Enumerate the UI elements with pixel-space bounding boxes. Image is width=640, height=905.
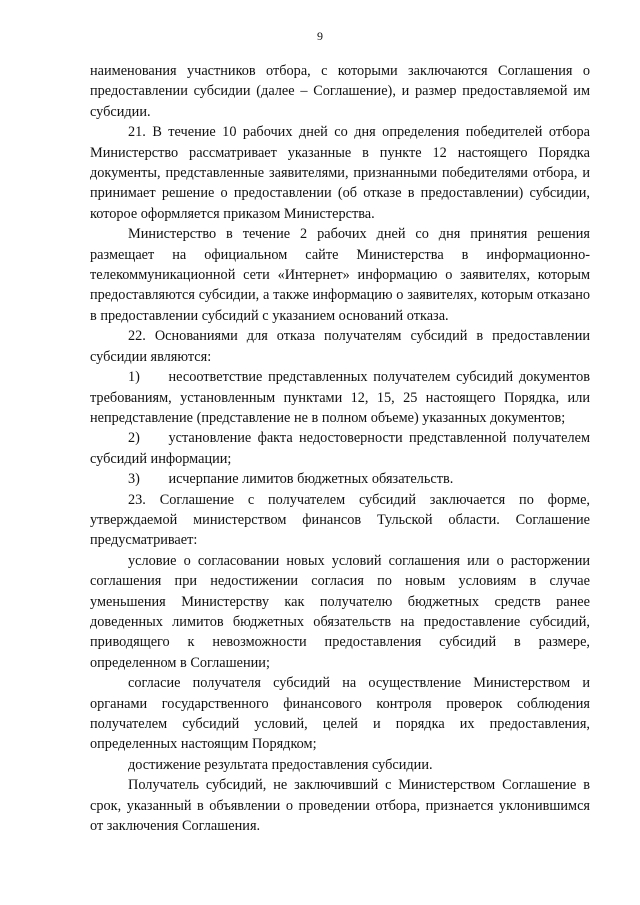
list-item-3: 3) исчерпание лимитов бюджетных обязательств. bbox=[128, 471, 454, 488]
paragraph-consent: согласие получателя субсидий на осуществление Министерством и органами государственного финансового контроля проверок соблюдения получателем субсидий условий, целей и порядка их предоставления, определенных настоящим Порядком; bbox=[90, 675, 590, 753]
paragraph-clause-21: 21. В течение 10 рабочих дней со дня определения победителей отбора Министерство рассматривает указанные в пункте 12 настоящего Порядка документы, представленные заявителями, признанными победителями отбора, и принимает решение о предоставлении (об отказе в предоставлении) субсидии, которое оформляется приказом Министерства. bbox=[90, 124, 590, 222]
page-number: 9 bbox=[317, 29, 323, 43]
list-item-1: 1) несоответствие представленных получателем субсидий документов требованиям, установленным пунктами 12, 15, 25 настоящего Порядка, или непредставление (представление не в полном объеме) указанных документов; bbox=[90, 369, 590, 426]
paragraph-evasion: Получатель субсидий, не заключивший с Министерством Соглашение в срок, указанный в объявлении о проведении отбора, признается уклонившимся от заключения Соглашения. bbox=[90, 777, 590, 835]
list-item-2: 2) установление факта недостоверности представленной получателем субсидий информации; bbox=[90, 430, 590, 467]
paragraph-condition: условие о согласовании новых условий соглашения или о расторжении соглашения при недостижении согласия по новым условиям в случае уменьшения Министерству как получателю бюджетных средств ранее доведенных лимитов бюджетных обязательств на предоставление субсидий, приводящего к невозможности предоставления субсидий в размере, определенном в Соглашении; bbox=[90, 552, 590, 671]
paragraph-publication: Министерство в течение 2 рабочих дней со дня принятия решения размещает на официальном сайте Министерства в информационно-телекоммуникационной сети «Интернет» информацию о заявителях, которым предоставляются субсидии, а также информацию о заявителях, которым отказано в предоставлении субсидий с указанием оснований отказа. bbox=[90, 226, 590, 324]
paragraph-result: достижение результата предоставления субсидии. bbox=[128, 756, 433, 773]
document-body bbox=[90, 61, 590, 836]
paragraph-clause-22: 22. Основаниями для отказа получателям субсидий в предоставлении субсидии являются: bbox=[90, 328, 590, 365]
paragraph-continuation: наименования участников отбора, с которыми заключаются Соглашения о предоставлении субсидии (далее – Соглашение), и размер предоставляемой им субсидии. bbox=[90, 63, 590, 120]
paragraph-clause-23: 23. Соглашение с получателем субсидий заключается по форме, утверждаемой министерством финансов Тульской области. Соглашение предусматривает: bbox=[90, 491, 590, 549]
